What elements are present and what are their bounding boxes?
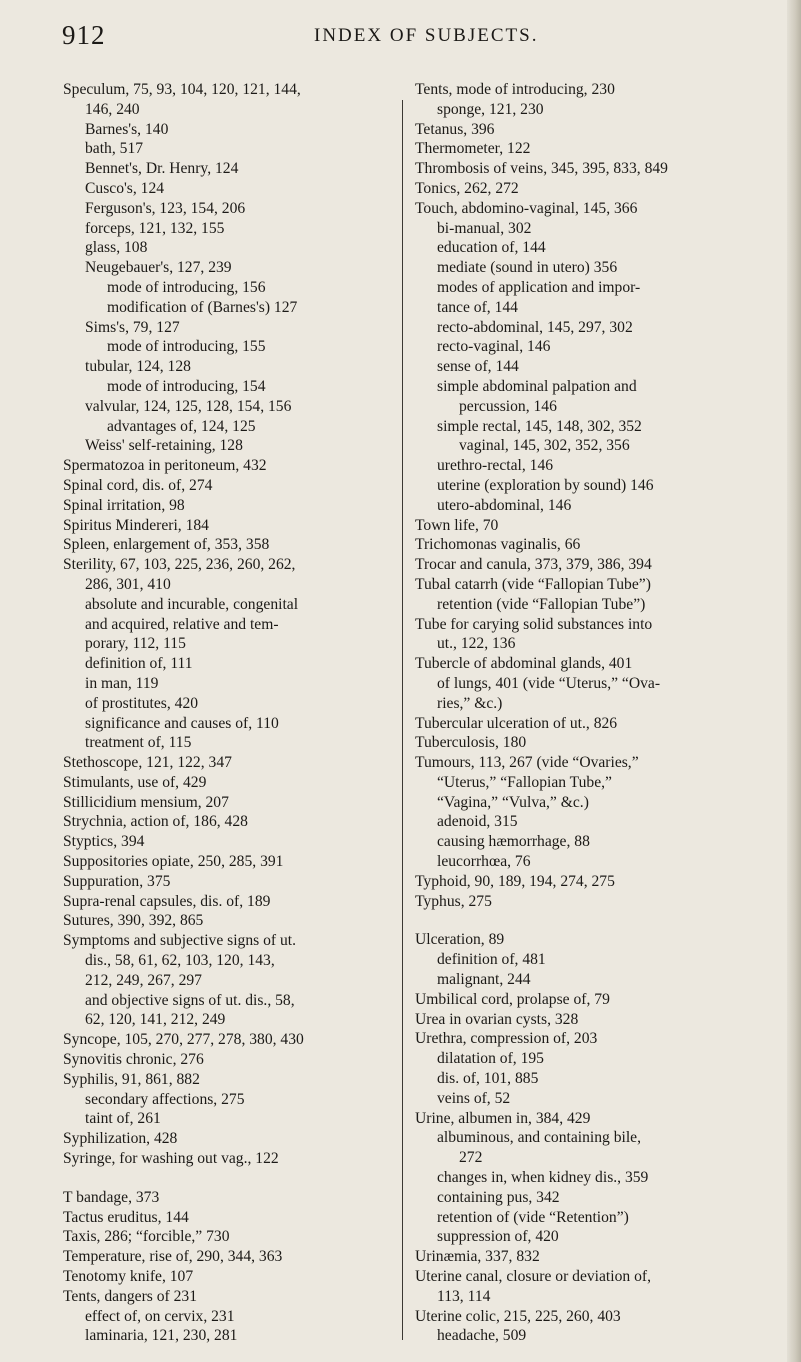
index-subentry: in man, 119 <box>85 674 159 692</box>
index-subentry: ries,” &c.) <box>437 694 503 712</box>
index-subentry: bath, 517 <box>85 140 144 158</box>
index-subentry: tubular, 124, 128 <box>85 358 191 376</box>
index-subentry: 146, 240 <box>85 100 140 118</box>
index-column-right <box>415 80 775 1346</box>
index-subentry: mode of introducing, 154 <box>107 377 266 395</box>
running-head: INDEX OF SUBJECTS. <box>314 25 539 46</box>
index-subentry: “Vagina,” “Vulva,” &c.) <box>437 793 589 811</box>
index-entry: Thrombosis of veins, 345, 395, 833, 849 <box>415 160 668 178</box>
index-subentry: “Uterus,” “Fallopian Tube,” <box>437 773 612 791</box>
index-subentry: and objective signs of ut. dis., 58, <box>85 991 295 1009</box>
index-entry: Tenotomy knife, 107 <box>63 1268 194 1286</box>
index-subentry: Bennet's, Dr. Henry, 124 <box>85 160 239 178</box>
index-subentry: glass, 108 <box>85 239 148 257</box>
index-subentry: bi-manual, 302 <box>437 219 532 237</box>
index-subentry: veins of, 52 <box>437 1089 511 1107</box>
index-entry: Syringe, for washing out vag., 122 <box>63 1150 279 1168</box>
index-entry: Tubal catarrh (vide “Fallopian Tube”) <box>415 575 651 593</box>
index-subentry: recto-vaginal, 146 <box>437 338 551 356</box>
index-entry: Spinal cord, dis. of, 274 <box>63 476 213 494</box>
index-subentry: 62, 120, 141, 212, 249 <box>85 1011 226 1029</box>
index-entry: Ulceration, 89 <box>415 931 505 949</box>
index-subentry: vaginal, 145, 302, 352, 356 <box>459 437 630 455</box>
index-subentry: containing pus, 342 <box>437 1188 560 1206</box>
page-edge <box>787 0 801 1362</box>
index-subentry: dilatation of, 195 <box>437 1050 544 1068</box>
index-entry: Typhus, 275 <box>415 892 492 910</box>
index-subentry: percussion, 146 <box>459 397 557 415</box>
index-entry: Urine, albumen in, 384, 429 <box>415 1109 591 1127</box>
index-entry: Tonics, 262, 272 <box>415 179 519 197</box>
index-subentry: utero-abdominal, 146 <box>437 496 572 514</box>
index-subentry: Barnes's, 140 <box>85 120 169 138</box>
index-entry: Sterility, 67, 103, 225, 236, 260, 262, <box>63 556 296 574</box>
index-entry: Supra-renal capsules, dis. of, 189 <box>63 892 271 910</box>
index-entry: Tuberculosis, 180 <box>415 734 527 752</box>
index-entry: Styptics, 394 <box>63 833 145 851</box>
index-subentry: of lungs, 401 (vide “Uterus,” “Ova- <box>437 674 661 692</box>
index-subentry: treatment of, 115 <box>85 734 192 752</box>
index-entry: Urea in ovarian cysts, 328 <box>415 1010 579 1028</box>
index-entry: Tubercular ulceration of ut., 826 <box>415 714 618 732</box>
index-subentry: headache, 509 <box>437 1327 527 1345</box>
index-subentry: uterine (exploration by sound) 146 <box>437 476 654 494</box>
index-subentry: recto-abdominal, 145, 297, 302 <box>437 318 633 336</box>
index-entry: Urinæmia, 337, 832 <box>415 1248 540 1266</box>
index-subentry: adenoid, 315 <box>437 813 518 831</box>
index-entry: Stillicidium mensium, 207 <box>63 793 229 811</box>
index-subentry: of prostitutes, 420 <box>85 694 199 712</box>
index-subentry: education of, 144 <box>437 239 546 257</box>
index-entry: Syncope, 105, 270, 277, 278, 380, 430 <box>63 1031 304 1049</box>
index-subentry: simple rectal, 145, 148, 302, 352 <box>437 417 642 435</box>
index-entry: Uterine colic, 215, 225, 260, 403 <box>415 1307 621 1325</box>
index-subentry: sponge, 121, 230 <box>437 100 544 118</box>
index-entry: Syphilization, 428 <box>63 1130 178 1148</box>
index-subentry: urethro-rectal, 146 <box>437 457 554 475</box>
page-header <box>0 20 801 60</box>
index-entry: Thermometer, 122 <box>415 140 531 158</box>
index-subentry: forceps, 121, 132, 155 <box>85 219 225 237</box>
index-entry: Tents, dangers of 231 <box>63 1287 198 1305</box>
index-subentry: 212, 249, 267, 297 <box>85 971 202 989</box>
index-entry: Symptoms and subjective signs of ut. <box>63 932 297 950</box>
index-subentry: effect of, on cervix, 231 <box>85 1307 235 1325</box>
column-divider <box>402 100 403 1340</box>
index-subentry: Cusco's, 124 <box>85 179 165 197</box>
index-subentry: secondary affections, 275 <box>85 1090 245 1108</box>
index-entry: Spleen, enlargement of, 353, 358 <box>63 536 270 554</box>
index-entry: Tumours, 113, 267 (vide “Ovaries,” <box>415 754 639 772</box>
index-entry: Trocar and canula, 373, 379, 386, 394 <box>415 556 652 574</box>
index-subentry: retention (vide “Fallopian Tube”) <box>437 595 646 613</box>
index-subentry: leucorrhœa, 76 <box>437 853 531 871</box>
index-subentry: mediate (sound in utero) 356 <box>437 259 618 277</box>
index-entry: Spermatozoa in peritoneum, 432 <box>63 457 267 475</box>
index-entry: Umbilical cord, prolapse of, 79 <box>415 990 610 1008</box>
index-entry: Temperature, rise of, 290, 344, 363 <box>63 1248 283 1266</box>
index-subentry: sense of, 144 <box>437 358 519 376</box>
index-subentry: valvular, 124, 125, 128, 154, 156 <box>85 397 292 415</box>
index-entry: Tubercle of abdominal glands, 401 <box>415 655 633 673</box>
index-subentry: laminaria, 121, 230, 281 <box>85 1327 238 1345</box>
index-subentry: 272 <box>459 1149 483 1167</box>
index-subentry: ut., 122, 136 <box>437 635 516 653</box>
index-subentry: significance and causes of, 110 <box>85 714 279 732</box>
index-entry: Spinal irritation, 98 <box>63 496 185 514</box>
index-subentry: modes of application and impor- <box>437 278 641 296</box>
index-entry: Tetanus, 396 <box>415 120 495 138</box>
index-entry: Urethra, compression of, 203 <box>415 1030 598 1048</box>
index-entry: Tube for carying solid substances into <box>415 615 653 633</box>
index-subentry: mode of introducing, 155 <box>107 338 266 356</box>
index-subentry: albuminous, and containing bile, <box>437 1129 641 1147</box>
index-entry: T bandage, 373 <box>63 1188 160 1206</box>
index-subentry: malignant, 244 <box>437 971 531 989</box>
index-entry: Tactus eruditus, 144 <box>63 1208 189 1226</box>
index-entry: Syphilis, 91, 861, 882 <box>63 1070 200 1088</box>
index-entry: Suppositories opiate, 250, 285, 391 <box>63 853 284 871</box>
index-subentry: absolute and incurable, congenital <box>85 595 299 613</box>
index-subentry: retention of (vide “Retention”) <box>437 1208 629 1226</box>
index-entry: Synovitis chronic, 276 <box>63 1051 204 1069</box>
index-subentry: 113, 114 <box>437 1287 491 1305</box>
index-entry: Suppuration, 375 <box>63 872 171 890</box>
index-entry: Stethoscope, 121, 122, 347 <box>63 754 232 772</box>
index-subentry: definition of, 481 <box>437 951 546 969</box>
index-subentry: Weiss' self-retaining, 128 <box>85 437 243 455</box>
index-entry: Taxis, 286; “forcible,” 730 <box>63 1228 230 1246</box>
index-subentry: advantages of, 124, 125 <box>107 417 256 435</box>
index-entry: Typhoid, 90, 189, 194, 274, 275 <box>415 872 615 890</box>
index-subentry: Ferguson's, 123, 154, 206 <box>85 199 246 217</box>
index-subentry: dis. of, 101, 885 <box>437 1070 539 1088</box>
index-entry: Spiritus Mindereri, 184 <box>63 516 209 534</box>
index-entry: Stimulants, use of, 429 <box>63 773 207 791</box>
index-entry: Tents, mode of introducing, 230 <box>415 81 615 98</box>
page-number: 912 <box>62 20 106 50</box>
index-subentry: taint of, 261 <box>85 1110 161 1128</box>
index-subentry: definition of, 111 <box>85 655 193 673</box>
index-entry: Trichomonas vaginalis, 66 <box>415 536 581 554</box>
index-entry: Speculum, 75, 93, 104, 120, 121, 144, <box>63 81 301 98</box>
index-subentry: changes in, when kidney dis., 359 <box>437 1169 649 1187</box>
index-subentry: tance of, 144 <box>437 298 518 316</box>
index-entry: Sutures, 390, 392, 865 <box>63 912 204 930</box>
index-entry: Strychnia, action of, 186, 428 <box>63 813 248 831</box>
index-subentry: and acquired, relative and tem- <box>85 615 279 633</box>
index-subentry: causing hæmorrhage, 88 <box>437 833 590 851</box>
index-column-left <box>63 80 393 1346</box>
index-subentry: dis., 58, 61, 62, 103, 120, 143, <box>85 952 275 970</box>
index-subentry: porary, 112, 115 <box>85 635 186 653</box>
index-entry: Town life, 70 <box>415 516 499 534</box>
index-subentry: Neugebauer's, 127, 239 <box>85 259 232 277</box>
index-entry: Uterine canal, closure or deviation of, <box>415 1268 651 1286</box>
index-subentry: Sims's, 79, 127 <box>85 318 180 336</box>
index-subentry: modification of (Barnes's) 127 <box>107 298 298 316</box>
index-subentry: 286, 301, 410 <box>85 575 171 593</box>
index-subentry: mode of introducing, 156 <box>107 278 266 296</box>
index-subentry: suppression of, 420 <box>437 1228 559 1246</box>
index-subentry: simple abdominal palpation and <box>437 377 637 395</box>
index-entry: Touch, abdomino-vaginal, 145, 366 <box>415 199 638 217</box>
